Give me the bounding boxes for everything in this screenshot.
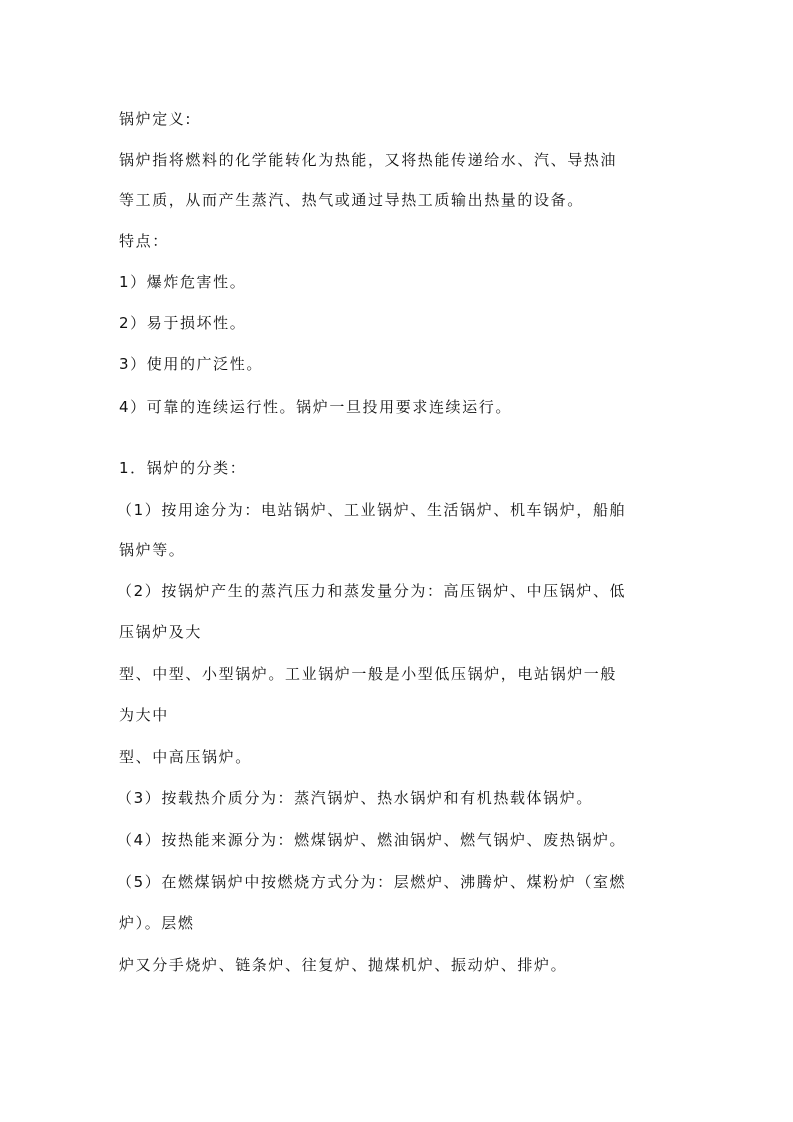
classification-item-2-line-4: 为大中 xyxy=(119,706,169,724)
classification-item-2-line-2: 压锅炉及大 xyxy=(119,623,203,641)
classification-item-5-line-2: 炉）。层燃 xyxy=(119,914,195,932)
feature-item-4: 4）可靠的连续运行性。锅炉一旦投用要求连续运行。 xyxy=(119,398,512,416)
feature-item-2: 2）易于损坏性。 xyxy=(119,314,247,332)
classification-heading: 1．锅炉的分类： xyxy=(119,459,247,477)
classification-item-3: （3）按载热介质分为：蒸汽锅炉、热水锅炉和有机热载体锅炉。 xyxy=(117,789,593,807)
classification-item-1-line-1: （1）按用途分为：电站锅炉、工业锅炉、生活锅炉、机车锅炉，船舶 xyxy=(117,501,627,519)
classification-item-2-line-3: 型、中型、小型锅炉。工业锅炉一般是小型低压锅炉，电站锅炉一般 xyxy=(119,665,618,683)
classification-item-2-line-5: 型、中高压锅炉。 xyxy=(119,748,252,766)
boiler-definition-heading: 锅炉定义: xyxy=(119,110,193,128)
classification-item-1-line-2: 锅炉等。 xyxy=(119,541,186,559)
definition-text-line-2: 等工质，从而产生蒸汽、热气或通过导热工质输出热量的设备。 xyxy=(119,191,584,209)
classification-item-2-line-1: （2）按锅炉产生的蒸汽压力和蒸发量分为：高压锅炉、中压锅炉、低 xyxy=(117,582,627,600)
classification-item-5-line-3: 炉又分手烧炉、链条炉、往复炉、抛煤机炉、振动炉、排炉。 xyxy=(119,956,568,974)
features-heading: 特点： xyxy=(119,232,169,250)
feature-item-1: 1）爆炸危害性。 xyxy=(119,273,247,291)
feature-item-3: 3）使用的广泛性。 xyxy=(119,355,263,373)
classification-item-5-line-1: （5）在燃煤锅炉中按燃烧方式分为：层燃炉、沸腾炉、煤粉炉（室燃 xyxy=(117,873,627,891)
classification-item-4: （4）按热能来源分为：燃煤锅炉、燃油锅炉、燃气锅炉、废热锅炉。 xyxy=(117,831,627,849)
definition-text-line-1: 锅炉指将燃料的化学能转化为热能，又将热能传递给水、汽、导热油 xyxy=(119,151,618,169)
